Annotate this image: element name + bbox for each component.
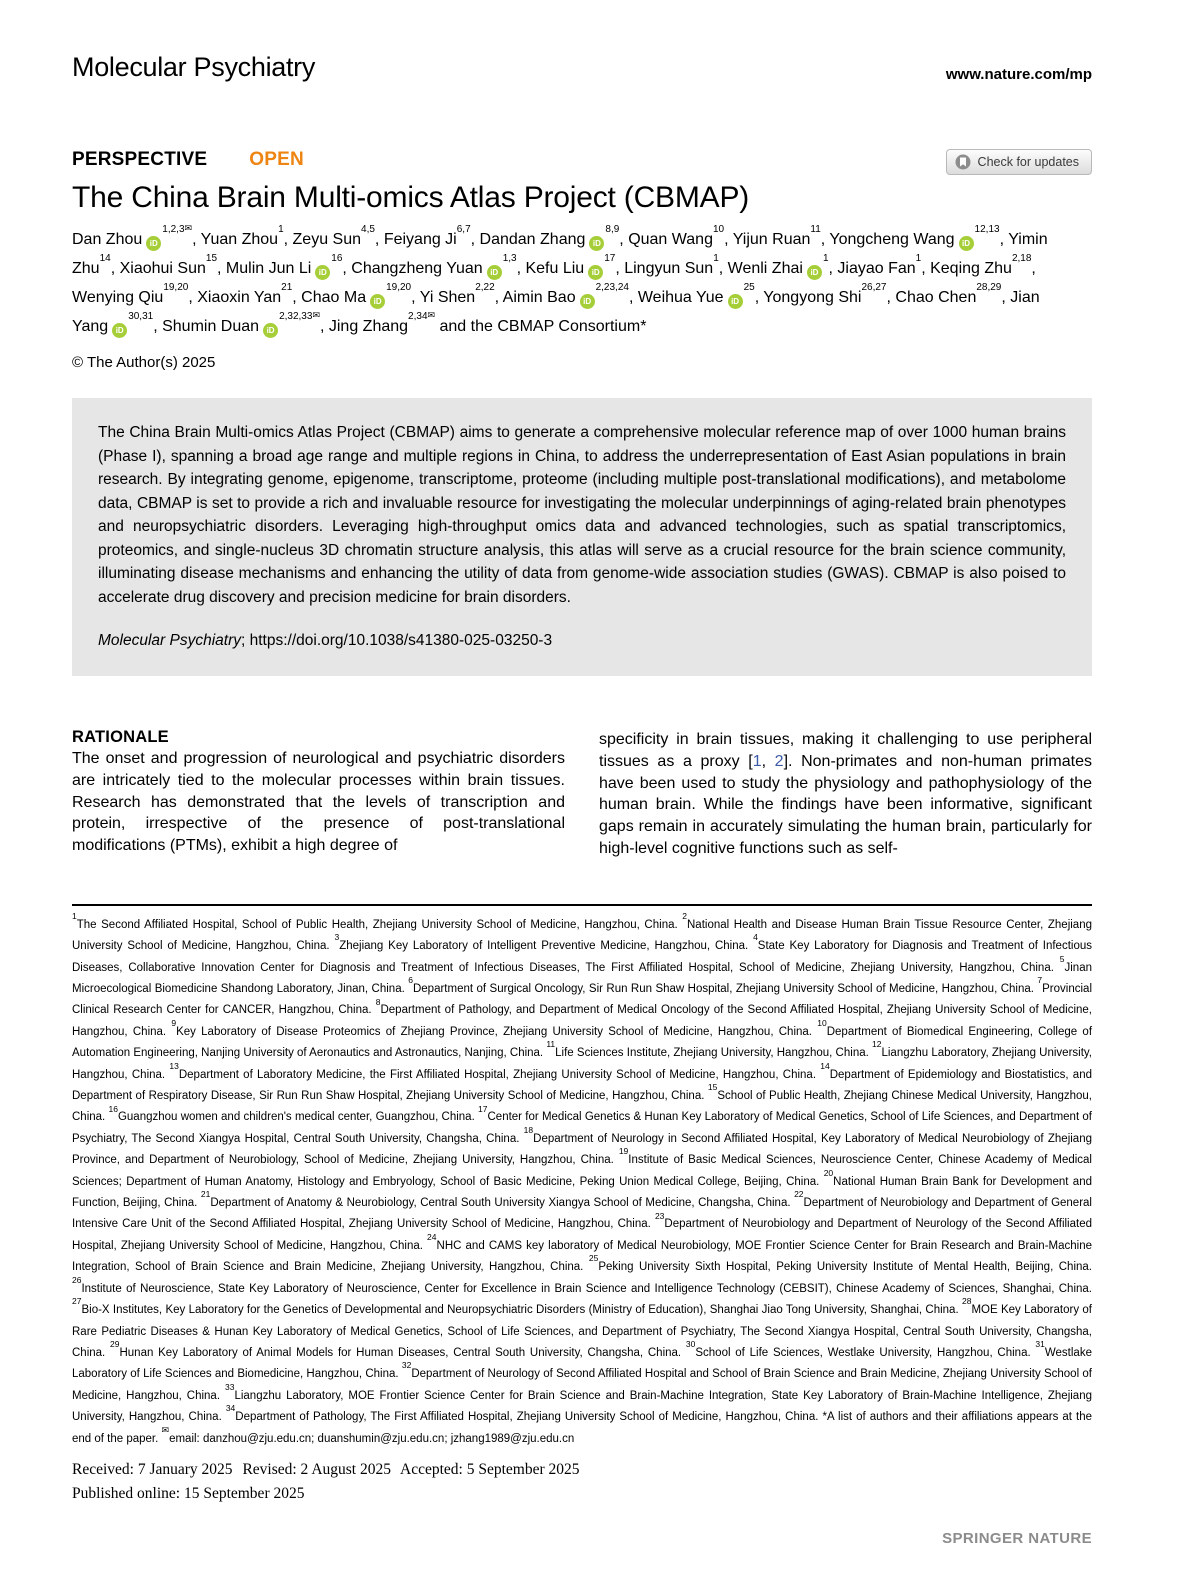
affiliation-number: 11 — [546, 1039, 556, 1050]
author-name: Chao Ma — [301, 289, 367, 306]
author-name: Yongcheng Wang — [829, 231, 955, 248]
affiliation-number: 31 — [1035, 1339, 1045, 1350]
author-name: Yijun Ruan — [732, 231, 811, 248]
author — [525, 252, 616, 277]
affiliation-number: 24 — [427, 1232, 437, 1243]
author — [502, 281, 629, 306]
check-for-updates-label: Check for updates — [977, 155, 1079, 169]
affiliation-number: 12 — [872, 1039, 882, 1050]
author — [837, 252, 922, 277]
affiliation-number: 2 — [682, 910, 687, 921]
author — [479, 223, 620, 248]
right-column — [599, 728, 1092, 860]
affiliation-number: 14 — [820, 1060, 830, 1071]
author-name: Lingyun Sun — [624, 260, 714, 277]
affiliation-superscript: 21 — [281, 281, 293, 293]
author — [328, 309, 436, 335]
author — [162, 309, 320, 335]
affiliation-superscript: 8,9 — [605, 223, 620, 235]
orcid-icon[interactable]: iD — [487, 265, 502, 280]
author — [732, 223, 821, 248]
abstract-text: The China Brain Multi-omics Atlas Project (CBMAP) aims to generate a comprehensive molecular reference map of over 1000 human brains (Phase I), spanning a broad age range and multiple regions in China, to address the underrepresentation of East Asian populations in brain research. By integrating genome, epigenome, transcriptome, proteome (including multiple post-translational modifications), and metabolome data, CBMAP is set to provide a rich and invaluable resource for investigating the molecular underpinnings of aging-related brain phenotypes and neuropsychiatric disorders. Leveraging high-throughput omics data and advanced technologies, such as spatial transcriptomics, proteomics, and single-nucleus 3D chromatin structure analysis, this atlas will serve as a crucial resource for the brain science community, illuminating disease mechanisms and enhancing the utility of data from genome-wide association studies (GWAS). CBMAP is also poised to accelerate drug discovery and precision medicine for brain disorders. — [98, 424, 1066, 606]
abstract-box — [72, 398, 1092, 676]
publisher-logo: SPRINGER NATURE — [942, 1530, 1092, 1547]
affiliation-number: 19 — [618, 1146, 629, 1157]
citation-journal-name: Molecular Psychiatry — [98, 632, 241, 649]
orcid-icon[interactable]: iD — [589, 236, 604, 251]
masthead — [72, 0, 1092, 83]
author — [383, 223, 471, 248]
affiliation-number: 26 — [72, 1274, 82, 1285]
received-date: Received: 7 January 2025 — [72, 1460, 233, 1478]
accepted-date: Accepted: 5 September 2025 — [400, 1460, 580, 1478]
revised-date: Revised: 2 August 2025 — [242, 1460, 391, 1478]
author-name: Zeyu Sun — [292, 231, 362, 248]
affiliation-superscript: 2,22 — [475, 281, 495, 293]
orcid-icon[interactable]: iD — [370, 294, 385, 309]
orcid-icon[interactable]: iD — [807, 265, 822, 280]
affiliation-superscript: 28,29 — [976, 281, 1002, 293]
affiliation-number: 16 — [108, 1103, 118, 1114]
email-icon: ✉ — [161, 1424, 170, 1435]
orcid-icon[interactable]: iD — [588, 265, 603, 280]
author — [225, 252, 343, 277]
author — [119, 252, 218, 277]
author — [72, 222, 193, 248]
affiliation-superscript: 30,31 — [128, 310, 154, 322]
affiliation-number: 28 — [961, 1296, 972, 1307]
author — [197, 281, 293, 306]
affiliation-superscript: 10 — [712, 223, 725, 235]
affiliation-number: 9 — [171, 1017, 177, 1028]
affiliation-number: 30 — [685, 1339, 696, 1350]
author — [628, 223, 725, 248]
affiliation-number: 34 — [225, 1403, 236, 1414]
reference-link[interactable]: 2 — [774, 752, 784, 770]
citation-doi-line[interactable] — [98, 632, 1066, 650]
left-column — [72, 728, 565, 860]
author-name: Quan Wang — [628, 231, 713, 248]
author-name: Wenli Zhai — [727, 260, 803, 277]
affiliation-number: 8 — [375, 996, 381, 1007]
affiliation-superscript: 17 — [604, 252, 616, 264]
crossmark-circle-icon — [955, 154, 971, 170]
affiliation-number: 21 — [200, 1189, 211, 1200]
author — [763, 281, 887, 306]
affiliation-number: 29 — [110, 1339, 120, 1350]
author-name: Chao Chen — [895, 289, 977, 306]
copyright-notice: © The Author(s) 2025 — [72, 354, 216, 371]
author-name: Aimin Bao — [502, 289, 576, 306]
affiliation-number: 23 — [654, 1210, 665, 1221]
article-title: The China Brain Multi-omics Atlas Project (CBMAP) — [72, 181, 750, 214]
orcid-icon[interactable]: iD — [315, 265, 330, 280]
article-type-row — [72, 149, 1092, 175]
affiliation-superscript: 25 — [743, 281, 755, 293]
affiliation-number: 13 — [169, 1060, 179, 1071]
corresponding-emails[interactable]: email: danzhou@zju.edu.cn; duanshumin@zju.edu.cn; jzhang1989@zju.edu.cn — [169, 1432, 575, 1445]
affiliation-superscript: 12,13 — [974, 223, 1000, 235]
author — [301, 281, 412, 306]
author-name: Jing Zhang — [328, 318, 409, 335]
affiliation-superscript: 4,5 — [361, 223, 375, 235]
author-name: Jian Yang — [72, 289, 1040, 335]
author — [727, 252, 829, 277]
affiliation-superscript: 14 — [99, 252, 111, 264]
author-name: Kefu Liu — [525, 260, 585, 277]
author-name: Xiaohui Sun — [119, 260, 206, 277]
check-for-updates-badge[interactable] — [946, 149, 1092, 175]
affiliation-superscript: 16 — [331, 252, 343, 264]
author — [930, 252, 1032, 277]
affiliation-superscript: 1 — [713, 252, 719, 264]
affiliation-number: 1 — [72, 910, 77, 921]
affiliation-superscript: 1,3 — [502, 252, 517, 264]
affiliation-superscript: 2,32,33 — [279, 310, 313, 322]
author-name: Shumin Duan — [162, 318, 260, 335]
affiliation-number: 27 — [72, 1296, 82, 1307]
author-name: Yongyong Shi — [763, 289, 862, 306]
author-name: Changzheng Yuan — [351, 260, 483, 277]
affiliation-number: 15 — [707, 1082, 718, 1093]
affiliation-number: 3 — [334, 932, 340, 943]
affiliation-number: 33 — [224, 1381, 235, 1392]
published-online-date: Published online: 15 September 2025 — [72, 1484, 305, 1502]
author-name: Jiayao Fan — [837, 260, 916, 277]
author-name: Wenying Qiu — [72, 289, 164, 306]
rationale-heading: RATIONALE — [72, 728, 169, 746]
affiliation-superscript: 15 — [205, 252, 218, 264]
affiliation-superscript: 1 — [278, 223, 284, 235]
affiliation-number: 32 — [401, 1360, 412, 1371]
publication-dates — [72, 1458, 1092, 1506]
author-name: Feiyang Ji — [383, 231, 457, 248]
affiliation-number: 5 — [1059, 953, 1065, 964]
author — [292, 223, 375, 248]
affiliation-superscript: 1 — [822, 252, 829, 264]
author-name: Yuan Zhou — [200, 231, 279, 248]
journal-website-link[interactable]: www.nature.com/mp — [945, 66, 1092, 83]
reference-link[interactable]: 1 — [752, 752, 762, 770]
orcid-icon[interactable]: iD — [728, 294, 743, 309]
affiliations-footnote: $^1$The Second Affiliated Hospital, School of Public Health, Zhejiang University School of Medicine, Hangzhou, China. $^2$National Health and Disease Human Brain Tissue Resource Center, Zhejiang University School of Medicine, Hangzhou, China. $^3$Zhejiang Key Laboratory of Intelligent Preventive Medicine, Hangzhou, China. $^4$State Key Laboratory for Diagnosis and Treatment of Infectious Diseases, Collaborative Innovation Center for Diagnosis and Treatment of Infectious Diseases, The First Affiliated Hospital, School of Medicine, Zhejiang University, Hangzhou, China. $^5$Jinan Microecological Biomedicine Shandong Laboratory, Jinan, China. $^6$Department of Surgical Oncology, Sir Run Run Shaw Hospital, Zhejiang University School of Medicine, Hangzhou, China. $^7$Provincial Clinical Research Center for CANCER, Hangzhou, China. $^8$Department of Pathology, and Department of Medical Oncology of the Second Affiliated Hospital, Zhejiang University School of Medicine, Hangzhou, China. $^9$Key Laboratory of Disease Proteomics of Zhejiang Province, Zhejiang University School of Medicine, Hangzhou, China. $^{10}$Department of Biomedical Engineering, College of Automation Engineering, Nanjing University of Aeronautics and Astronautics, Nanjing, China. $^{11}$Life Sciences Institute, Zhejiang University, Hangzhou, China. $^{12}$Liangzhu Laboratory, Zhejiang University, Hangzhou, China. $^{13}$Department of Laboratory Medicine, the First Affiliated Hospital, Zhejiang University School of Medicine, Hangzhou, China. $^{14}$Department of Epidemiology and Biostatistics, and Department of Respiratory Disease, Sir Run Run Shaw Hospital, Zhejiang University School of Medicine, Hangzhou, China. $^{15}$School of Public Health, Zhejiang Chinese Medical University, Hangzhou, China. $^{16}$Guangzhou women and children's medical center, Guangzhou, China. $^{17}$Center for Medical Genetics & Hunan Key Laboratory of Medical Genetics, School of Life Sciences, and Department of Psychiatry, The Second Xiangya Hospital, Central South University, Changsha, China. $^{18}$Department of Neurology in Second Affiliated Hospital, Key Laboratory of Medical Neurobiology of Zhejiang Province, and Department of Neurobiology, School of Medicine, Zhejiang University, Hangzhou, China. $^{19}$Institute of Basic Medical Sciences, Neuroscience Center, Chinese Academy of Medical Sciences; Department of Human Anatomy, Histology and Embryology, School of Basic Medicine, Peking Union Medical College, Beijing, China. $^{20}$National Human Brain Bank for Development and Function, Beijing, China. $^{21}$Department of Anatomy & Neurobiology, Central South University Xiangya School of Medicine, Changsha, China. $^{22}$Department of Neurobiology and Department of General Intensive Care Unit of the Second Affiliated Hospital, Zhejiang University School of Medicine, Hangzhou, China. $^{23}$Department of Neurobiology and Department of Neurology of the Second Affiliated Hospital, Zhejiang University School of Medicine, Hangzhou, China. $^{24}$NHC and CAMS key laboratory of Medical Neurobiology, MOE Frontier Science Center for Brain Research and Brain-Machine Integration, School of Brain Science and Brain Medicine, Zhejiang University, Hangzhou, China. $^{25}$Peking University Sixth Hospital, Peking University Institute of Mental Health, Beijing, China. $^{26}$Institute of Neuroscience, State Key Laboratory of Neuroscience, Center for Excellence in Brain Science and Intelligence Technology (CEBSIT), Chinese Academy of Sciences, Shanghai, China. $^{27}$Bio-X Institutes, Key Laboratory for the Genetics of Developmental and Neuropsychiatric Disorders (Ministry of Education), Shanghai Jiao Tong University, Shanghai, China. $^{28}$MOE Key Laboratory of Rare Pediatric Diseases & Hunan Key Laboratory of Medical Genetics, School of Life Sciences, and Department of Psychiatry, The Second Xiangya Hospital, Central South University, Changsha, China. $^{29}$Hunan Key Laboratory of Animal Models for Human Diseases, Central South University, Changsha, China. $^{30}$School of Life Sciences, Westlake University, Hangzhou, China. $^{31}$Westlake Laboratory of Life Sciences and Biomedicine, Hangzhou, China. $^{32}$Department of Neurology of Second Affiliated Hospital and School of Brain Science and Brain Medicine, Zhejiang University School of Medicine, Hangzhou, China. $^{33}$Liangzhu Laboratory, MOE Frontier Science Center for Brain Science and Brain-Machine Integration, State Key Laboratory of Brain-Machine Intelligence, Zhejiang University, Hangzhou, China. $^{34}$Department of Pathology, The First Affiliated Hospital, Zhejiang University School of Medicine, Hangzhou, China. *A list of authors and their affiliations appears at the end of the paper. ✉email: danzhou@zju.edu.cn; duanshumin@zju.edu.cn; jzhang1989@zju.edu.cn — [72, 904, 1092, 1450]
author — [351, 252, 517, 277]
author — [419, 281, 495, 306]
author — [829, 223, 1000, 248]
affiliation-superscript: 2,18 — [1011, 252, 1032, 264]
author-name: Yi Shen — [419, 289, 476, 306]
open-access-label: OPEN — [249, 149, 304, 170]
rationale-paragraph-left: The onset and progression of neurological and psychiatric disorders are intricately tied to the molecular processes within brain tissues. Research has demonstrated that the levels of transcription and protein, irrespective of the presence of post-translational modifications (PTMs), exhibit a high degree of — [72, 750, 565, 855]
author-name: Yimin Zhu — [72, 231, 1048, 277]
author — [200, 223, 284, 248]
author-name: Keqing Zhu — [930, 260, 1012, 277]
corresponding-email-icon[interactable]: ✉ — [312, 309, 320, 320]
author-name: Weihua Yue — [637, 289, 724, 306]
orcid-icon[interactable]: iD — [112, 323, 127, 338]
orcid-icon[interactable]: iD — [263, 323, 278, 338]
rationale-paragraph-right: specificity in brain tissues, making it challenging to use peripheral tissues as a proxy [1, 2]. Non-primates and non-human primates have been used to study the physiology and pathophysiology of the human brain. While the findings have been informative, significant gaps remain in accurately simulating the human brain, particularly for high-level cognitive functions such as self- — [599, 731, 1093, 857]
affiliation-number: 20 — [823, 1167, 834, 1178]
rationale-section — [72, 728, 1092, 860]
affiliation-number: 25 — [588, 1253, 599, 1264]
author-name: Mulin Jun Li — [225, 260, 312, 277]
affiliation-number: 7 — [1037, 975, 1043, 986]
affiliation-number: 22 — [794, 1189, 804, 1200]
author-name: Dandan Zhang — [479, 231, 586, 248]
affiliation-number: 18 — [523, 1125, 534, 1136]
affiliation-superscript: 2,23,24 — [595, 281, 629, 293]
corresponding-email-icon[interactable]: ✉ — [184, 222, 193, 233]
affiliation-superscript: 26,27 — [861, 281, 887, 293]
author — [637, 281, 755, 306]
author — [72, 281, 189, 306]
affiliation-superscript: 19,20 — [163, 281, 189, 293]
citation-doi-url: ; https://doi.org/10.1038/s41380-025-03250-3 — [241, 632, 553, 649]
affiliation-superscript: 19,20 — [386, 281, 412, 293]
affiliation-superscript: 2,34 — [408, 310, 428, 322]
author-name: Dan Zhou — [72, 231, 143, 248]
orcid-icon[interactable]: iD — [959, 236, 974, 251]
affiliation-number: 17 — [478, 1103, 488, 1114]
affiliation-number: 6 — [408, 975, 413, 986]
orcid-icon[interactable]: iD — [146, 236, 161, 251]
affiliation-superscript: 11 — [810, 223, 821, 235]
affiliation-superscript: 1 — [915, 252, 922, 264]
author — [624, 252, 719, 277]
affiliation-number: 10 — [817, 1017, 827, 1028]
corresponding-email-icon[interactable]: ✉ — [427, 309, 436, 320]
orcid-icon[interactable]: iD — [580, 294, 595, 309]
author-list: Dan Zhou $iD^{1,2,3✉}$, Yuan Zhou$^1$, Zeyu Sun$^{4,5}$, Feiyang Ji$^{6,7}$, Dandan Zhang iD$^{8,9}$, Quan Wang$^{10}$, Yijun Ruan$^{11}$, Yongcheng Wang iD$^{12,13}$, Yimin Zhu$^{14}$, Xiaohui Sun$^{15}$, Mulin Jun Li $iD^{16}$, Changzheng Yuan iD$^{1,3}$, Kefu Liu $iD^{17}$, Lingyun Sun$^1$, Wenli Zhai $iD^1$, Jiayao Fan$^1$, Keqing Zhu$^{2,18}$, Wenying Qiu$^{19,20}$, Xiaoxin Yan$^{21}$, Chao Ma iD$^{19,20}$, Yi Shen$^{2,22}$, Aimin Bao iD$^{2,23,24}$, Weihua Yue $iD^{25}$, Yongyong Shi$^{26,27}$, Chao Chen$^{28,29}$, Jian Yang iD$^{30,31}$, Shumin Duan $iD^{2,32,33✉}$, Jing Zhang$^{2,34✉}$ and the CBMAP Consortium* — [72, 225, 1077, 341]
affiliation-superscript: 6,7 — [456, 223, 471, 235]
affiliation-number: 4 — [753, 932, 758, 943]
affiliation-superscript: 1,2,3 — [162, 223, 185, 235]
author-name: Xiaoxin Yan — [197, 289, 282, 306]
author — [895, 281, 1002, 306]
article-type-label: PERSPECTIVE — [72, 149, 208, 170]
journal-title: Molecular Psychiatry — [72, 52, 316, 82]
